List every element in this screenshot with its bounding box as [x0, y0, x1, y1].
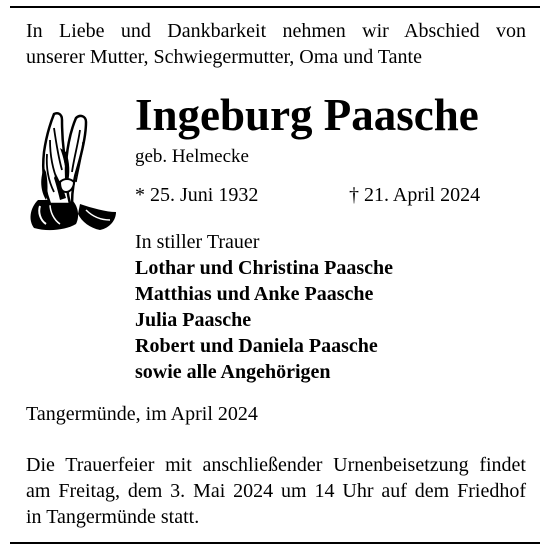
intro-line-2: unserer Mutter, Schwiegermutter, Oma und Tante: [26, 46, 422, 68]
mourner-name: sowie alle Angehörigen: [135, 361, 331, 383]
mourners-intro: In stiller Trauer: [135, 231, 260, 253]
intro-text: [26, 18, 526, 70]
mourner-name: Lothar und Christina Paasche: [135, 257, 394, 279]
mourners-list: [135, 255, 393, 385]
ceremony-line-3: in Tangermünde statt.: [26, 506, 200, 528]
death-date: † 21. April 2024: [349, 184, 481, 206]
top-border-line: [10, 6, 540, 8]
ceremony-line-2: am Freitag, dem 3. Mai 2024 um 14 Uhr auf dem Friedhof: [26, 480, 526, 502]
bottom-border-line: [10, 542, 540, 544]
intro-line-1: In Liebe und Dankbarkeit nehmen wir Abschied von: [26, 20, 526, 42]
birth-date: * 25. Juni 1932: [135, 184, 259, 206]
ceremony-info: [26, 452, 526, 530]
place-and-date: Tangermünde, im April 2024: [26, 403, 258, 425]
mourner-name: Robert und Daniela Paasche: [135, 335, 378, 357]
mourner-name: Julia Paasche: [135, 309, 252, 331]
mourner-name: Matthias und Anke Paasche: [135, 283, 374, 305]
ceremony-line-1: Die Trauerfeier mit anschließender Urnenbeisetzung findet: [26, 454, 526, 476]
praying-hands-icon: [20, 108, 120, 233]
maiden-name: geb. Helmecke: [135, 146, 249, 167]
deceased-name: Ingeburg Paasche: [135, 90, 479, 140]
